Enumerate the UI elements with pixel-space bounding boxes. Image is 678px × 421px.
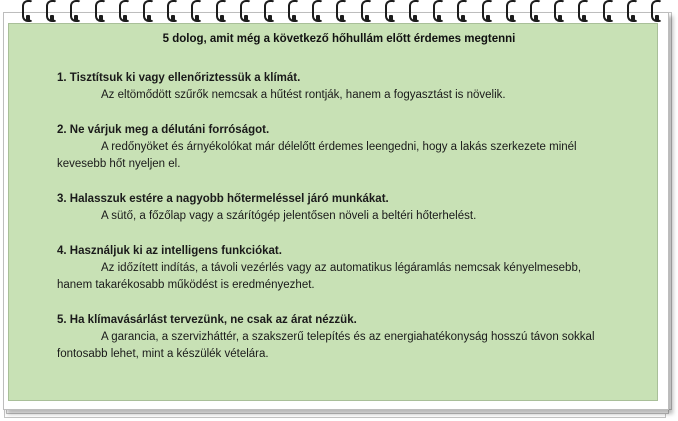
tips-list xyxy=(57,70,617,381)
binding-ring-icon xyxy=(240,0,251,22)
binding-ring-icon xyxy=(70,0,81,22)
item-body: Az időzített indítás, a távoli vezérlés vagy az automatikus légáramlás nemcsak kényelmesebb, hanem takarékosabb működést is eredményezhet. xyxy=(57,262,582,291)
item-body: A redőnyöket és árnyékolókat már délelőtt érdemes leengedni, hogy a lakás szerkezete minél kevesebb hőt nyeljen el. xyxy=(57,141,577,170)
binding-ring-icon xyxy=(578,0,589,22)
binding-ring-icon xyxy=(554,0,565,22)
binding-ring-icon xyxy=(288,0,299,22)
binding-ring-icon xyxy=(22,0,33,22)
binding-ring-icon xyxy=(119,0,130,22)
list-item xyxy=(57,312,617,363)
binding-ring-icon xyxy=(506,0,517,22)
binding-ring-icon xyxy=(167,0,178,22)
item-heading: 3. Halasszuk estére a nagyobb hőtermeléssel járó munkákat. xyxy=(57,193,389,205)
binding-ring-icon xyxy=(95,0,106,22)
spiral-binding xyxy=(22,0,662,24)
binding-ring-icon xyxy=(385,0,396,22)
item-body: A garancia, a szervizháttér, a szakszerű telepítés és az energiahatékonyság hosszú távon sokkal fontosabb lehet, mint a készülék vételára. xyxy=(57,331,595,360)
binding-ring-icon xyxy=(457,0,468,22)
binding-ring-icon xyxy=(216,0,227,22)
binding-ring-icon xyxy=(361,0,372,22)
binding-ring-icon xyxy=(312,0,323,22)
binding-ring-icon xyxy=(651,0,662,22)
binding-ring-icon xyxy=(433,0,444,22)
binding-ring-icon xyxy=(603,0,614,22)
binding-ring-icon xyxy=(409,0,420,22)
page-title: 5 dolog, amit még a következő hőhullám előtt érdemes megtenni xyxy=(162,33,516,45)
list-item xyxy=(57,70,617,104)
binding-ring-icon xyxy=(46,0,57,22)
binding-ring-icon xyxy=(264,0,275,22)
item-heading: 2. Ne várjuk meg a délutáni forróságot. xyxy=(57,124,270,136)
binding-ring-icon xyxy=(530,0,541,22)
item-heading: 5. Ha klímavásárlást tervezünk, ne csak az árat nézzük. xyxy=(57,314,357,326)
item-body: Az eltömődött szűrők nemcsak a hűtést rontják, hanem a fogyasztást is növelik. xyxy=(101,89,506,101)
list-item xyxy=(57,191,617,225)
binding-ring-icon xyxy=(143,0,154,22)
list-item xyxy=(57,243,617,294)
item-heading: 4. Használjuk ki az intelligens funkciókat. xyxy=(57,245,282,257)
binding-ring-icon xyxy=(191,0,202,22)
item-heading: 1. Tisztítsuk ki vagy ellenőriztessük a klímát. xyxy=(57,72,301,84)
list-item xyxy=(57,122,617,173)
binding-ring-icon xyxy=(336,0,347,22)
binding-ring-icon xyxy=(627,0,638,22)
binding-ring-icon xyxy=(482,0,493,22)
item-body: A sütő, a főzőlap vagy a szárítógép jelentősen növeli a beltéri hőterhelést. xyxy=(101,210,477,222)
